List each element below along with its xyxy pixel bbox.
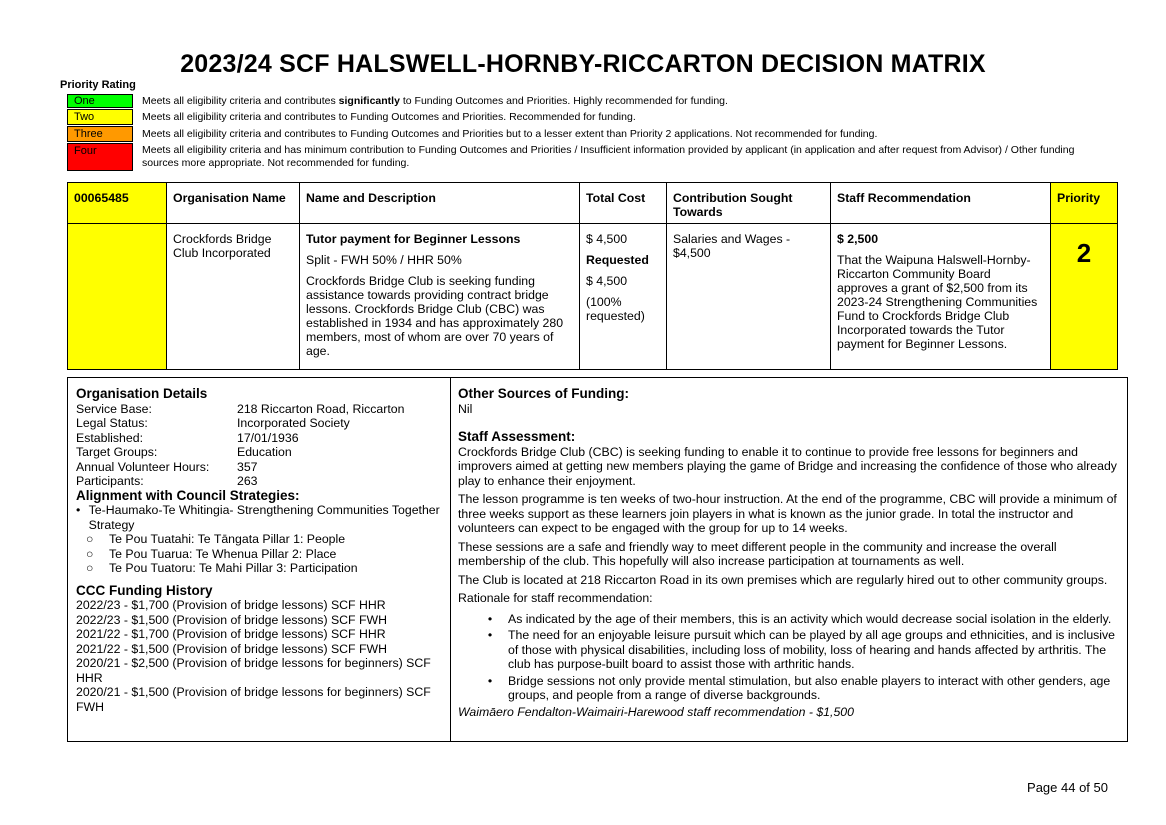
header-contribution: Contribution Sought Towards	[667, 183, 831, 224]
alignment-sub-text: Te Pou Tuarua: Te Whenua Pillar 2: Place	[109, 546, 337, 561]
detail-key: Participants:	[76, 474, 144, 488]
circle-bullet-icon: ○	[86, 532, 94, 546]
priority-rating-heading: Priority Rating	[60, 79, 136, 91]
header-name-description: Name and Description	[300, 183, 580, 224]
page-number: Page 44 of 50	[1027, 780, 1108, 795]
alignment-sub-item	[76, 532, 450, 547]
org-detail-row	[76, 474, 450, 489]
bullet-icon: •	[487, 673, 493, 688]
header-staff-recommendation: Staff Recommendation	[831, 183, 1051, 224]
org-details-heading: Organisation Details	[76, 386, 208, 401]
bullet-icon: •	[487, 628, 493, 642]
detail-key: Annual Volunteer Hours:	[76, 459, 210, 474]
requested-percent: (100% requested)	[586, 295, 645, 323]
detail-key: Service Base:	[76, 401, 152, 416]
rationale-item	[458, 612, 1123, 627]
bullet-icon: •	[76, 503, 81, 517]
assessment-column	[458, 387, 1123, 719]
alignment-main-item	[76, 503, 450, 532]
priority-cell	[1051, 224, 1118, 370]
org-name: Crockfords Bridge Club Incorporated	[173, 232, 272, 260]
assessment-paragraph: Crockfords Bridge Club (CBC) is seeking funding to enable it to continue to provide free lessons for beginners and improvers aimed at getting new members playing the game of Bridge and increasing the confidence of those who already play to enhance their enjoyment.	[458, 444, 1117, 488]
assessment-paragraph: The lesson programme is ten weeks of two-hour instruction. At the end of the programme, CBC will provide a minimum of three weeks support as these learners join players in what is known as the junior grade. In total the instructor and volunteers can expect to be engaged with the group for up to 14 weeks.	[458, 492, 1117, 535]
recommended-amount: $ 2,500	[837, 232, 879, 246]
requested-label: Requested	[586, 253, 649, 267]
priority-one-description: Meets all eligibility criteria and contributes significantly to Funding Outcomes and Priorities. Highly recommended for funding.	[142, 95, 728, 107]
assessment-paragraph: The Club is located at 218 Riccarton Road in its own premises which are regularly hired out to other community groups.	[458, 572, 1108, 587]
org-detail-row	[76, 416, 450, 431]
detail-value: Incorporated Society	[237, 416, 350, 430]
priority-two-swatch: Two	[67, 109, 133, 125]
project-title: Tutor payment for Beginner Lessons	[306, 232, 521, 246]
detail-value: 357	[237, 459, 258, 474]
assessment-paragraph: These sessions are a safe and friendly way to meet different people in the community and increase the overall membership of the club. This hopefully will also increase participation at tournaments as well.	[458, 539, 1057, 568]
funding-history-list	[76, 598, 441, 714]
staff-assessment-heading: Staff Assessment:	[458, 429, 576, 444]
other-sources-heading: Other Sources of Funding:	[458, 386, 629, 401]
details-panel	[67, 377, 1128, 742]
alignment-sub-item	[76, 547, 450, 562]
priority-two-description: Meets all eligibility criteria and contributes to Funding Outcomes and Priorities. Recommended for funding.	[142, 111, 636, 123]
detail-value: 218 Riccarton Road, Riccarton	[237, 401, 405, 416]
priority-one-swatch: One	[67, 94, 133, 108]
detail-value: 17/01/1936	[237, 430, 299, 445]
rationale-text: As indicated by the age of their members, this is an activity which would decrease social isolation in the elderly.	[508, 611, 1112, 626]
id-cell-body	[68, 224, 167, 370]
priority-value: 2	[1076, 238, 1092, 268]
alignment-main-text: Te-Haumako-Te Whitingia- Strengthening Communities Together Strategy	[88, 503, 440, 532]
priority-four-description: Meets all eligibility criteria and has minimum contribution to Funding Outcomes and Priorities / Insufficient information provided by applicant (in application and after request from Advisor) / Other funding sources more appropriate. Not recommended for funding.	[142, 144, 1075, 169]
header-total-cost: Total Cost	[580, 183, 667, 224]
contribution-sought: Salaries and Wages - $4,500	[673, 232, 791, 260]
requested-amount: $ 4,500	[586, 274, 628, 288]
contribution-cell	[667, 224, 831, 370]
detail-key: Legal Status:	[76, 416, 148, 430]
staff-recommendation-cell	[831, 224, 1051, 370]
fwh-recommendation-note: Waimāero Fendalton-Waimairi-Harewood staff recommendation - $1,500	[458, 704, 854, 719]
decision-matrix-table	[67, 182, 1118, 370]
alignment-sub-text: Te Pou Tuatoru: Te Mahi Pillar 3: Participation	[109, 561, 358, 575]
organisation-column	[68, 378, 451, 741]
recommendation-text: That the Waipuna Halswell-Hornby-Riccarton Community Board approves a grant of $2,500 from its 2023-24 Strengthening Communities Fund to Crockfords Bridge Club Incorporated towards the Tutor payment for Beginner Lessons.	[837, 253, 1038, 351]
detail-key: Established:	[76, 430, 143, 445]
page-title: 2023/24 SCF HALSWELL-HORNBY-RICCARTON DECISION MATRIX	[180, 50, 986, 78]
detail-key: Target Groups:	[76, 445, 158, 459]
project-split: Split - FWH 50% / HHR 50%	[306, 253, 462, 267]
org-detail-row	[76, 402, 450, 417]
org-detail-row	[76, 460, 450, 475]
funding-history-item: 2020/21 - $2,500 (Provision of bridge lessons for beginners) SCF HHR	[76, 656, 431, 685]
circle-bullet-icon: ○	[86, 561, 94, 575]
rationale-label: Rationale for staff recommendation:	[458, 591, 653, 605]
funding-history-item: 2022/23 - $1,500 (Provision of bridge lessons) SCF FWH	[76, 612, 387, 627]
priority-four-swatch: Four	[67, 143, 133, 171]
alignment-sub-text: Te Pou Tuatahi: Te Tāngata Pillar 1: People	[109, 532, 346, 546]
total-cost-cell	[580, 224, 667, 370]
funding-history-item: 2020/21 - $1,500 (Provision of bridge lessons for beginners) SCF FWH	[76, 685, 431, 714]
org-detail-row	[76, 445, 450, 460]
funding-history-item: 2022/23 - $1,700 (Provision of bridge lessons) SCF HHR	[76, 598, 386, 612]
funding-history-item: 2021/22 - $1,500 (Provision of bridge lessons) SCF FWH	[76, 641, 387, 656]
priority-three-swatch: Three	[67, 126, 133, 142]
bullet-icon: •	[487, 611, 493, 626]
detail-value: 263	[237, 474, 258, 488]
alignment-heading: Alignment with Council Strategies:	[76, 487, 300, 503]
rationale-text: Bridge sessions not only provide mental stimulation, but also enable players to interact with other genders, age groups, and people from a range of diverse backgrounds.	[508, 673, 1111, 702]
org-name-cell	[167, 224, 300, 370]
rationale-item	[458, 674, 1123, 703]
project-description: Crockfords Bridge Club is seeking funding assistance towards providing contract bridge lessons. Crockfords Bridge Club (CBC) was established in 1934 and has approximately 280 members, most of whom are over 70 years of age.	[306, 274, 564, 358]
total-cost: $ 4,500	[586, 232, 628, 246]
name-description-cell	[300, 224, 580, 370]
org-detail-row	[76, 431, 450, 446]
funding-history-item: 2021/22 - $1,700 (Provision of bridge lessons) SCF HHR	[76, 627, 386, 641]
other-sources-value: Nil	[458, 401, 473, 416]
header-org-name: Organisation Name	[167, 183, 300, 224]
header-priority: Priority	[1051, 183, 1118, 224]
detail-value: Education	[237, 445, 292, 459]
application-id: 00065485	[68, 183, 167, 224]
rationale-item	[458, 628, 1123, 672]
priority-three-description: Meets all eligibility criteria and contributes to Funding Outcomes and Priorities but to a lesser extent than Priority 2 applications. Not recommended for funding.	[142, 128, 878, 140]
rationale-text: The need for an enjoyable leisure pursuit which can be played by all age groups and ethnicities, and is inclusive of those with physical disabilities, including loss of mobility, loss of hearing and hands affected by arthritis. The club has purpose-built board to assist those with arthritic hands.	[508, 628, 1116, 671]
alignment-sub-item	[76, 561, 450, 576]
circle-bullet-icon: ○	[86, 546, 94, 561]
funding-history-heading: CCC Funding History	[76, 582, 213, 598]
